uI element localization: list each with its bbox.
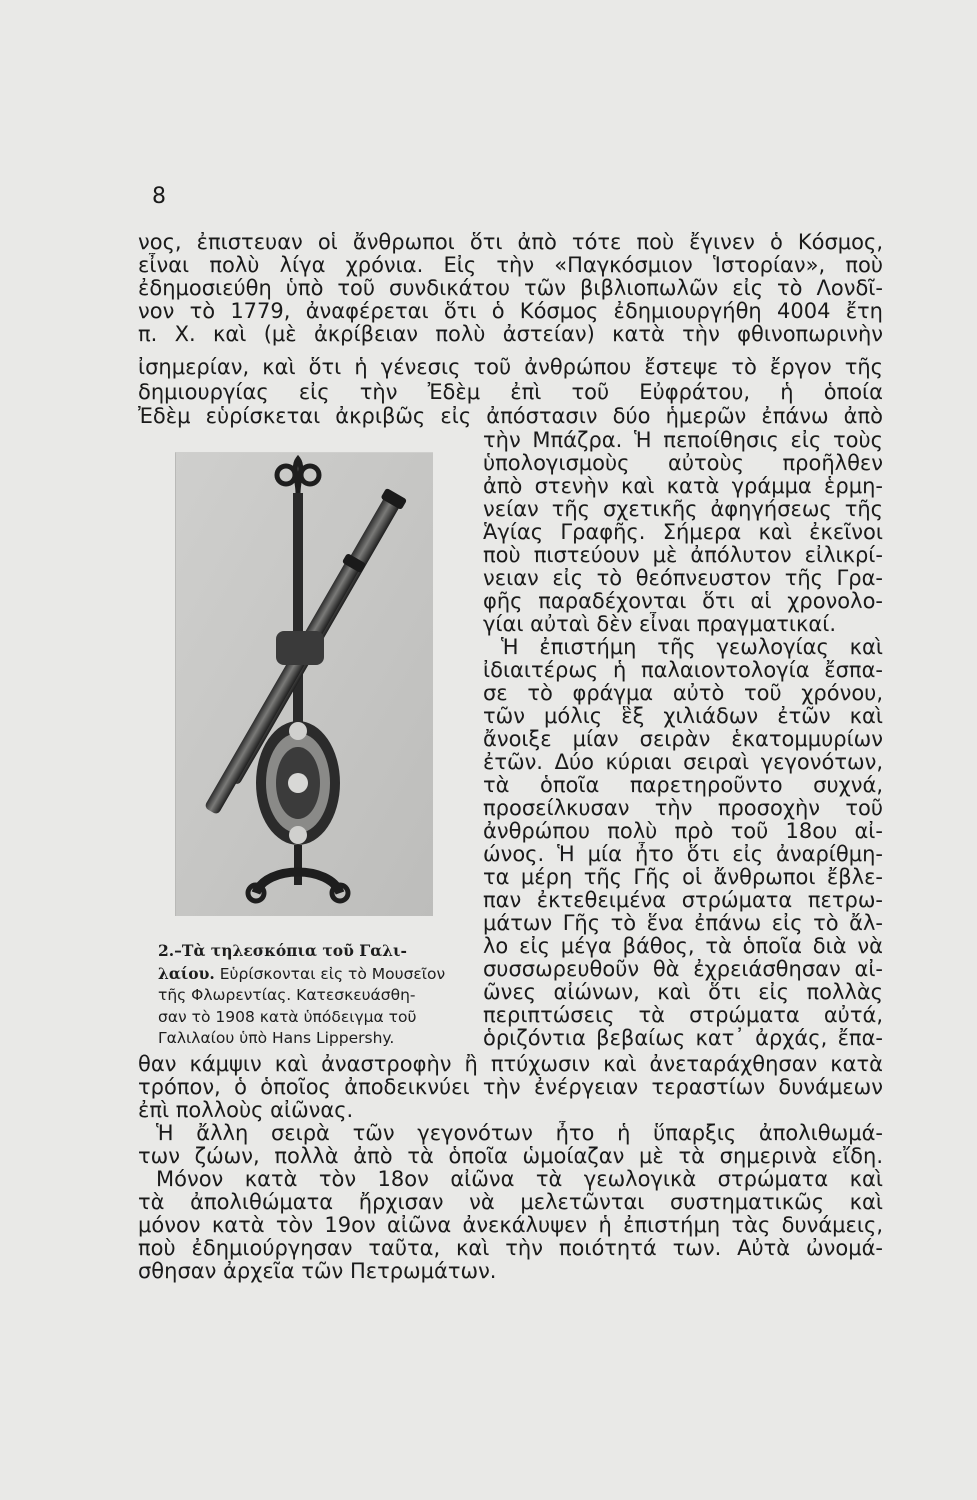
text-line: προσείλκυσαν τὴν προσοχὴν τοῦ — [483, 796, 883, 820]
caption-line: τῆς Φλωρεντίας. Κατεσκευάσθη- — [158, 986, 416, 1004]
text-line: π. Χ. καὶ (μὲ ἀκρίβειαν πολὺ ἀστείαν) κατὰ τὴν φθινοπωρινὴν — [138, 322, 883, 346]
caption-label-cont: λαίου. — [158, 963, 215, 983]
text-line: των ζώων, πολλὰ ἀπὸ τὰ ὁποῖα ὡμοίαζαν μὲ τὰ σημερινὰ εἴδη. — [138, 1144, 883, 1168]
text-line: τῶν μόλις ἓξ χιλιάδων ἐτῶν καὶ — [483, 704, 883, 728]
text-line: Ἁγίας Γραφῆς. Σήμερα καὶ ἐκεῖνοι — [483, 520, 883, 544]
text-line: ὑπολογισμοὺς αὐτοὺς προῆλθεν — [483, 451, 883, 475]
text-line: ἰσημερίαν, καὶ ὅτι ἡ γένεσις τοῦ ἀνθρώπου ἔστεψε τὸ ἔργον τῆς — [138, 355, 883, 379]
text-line: ποὺ ἐδημιούργησαν ταῦτα, καὶ τὴν ποιότητά των. Αὐτὰ ὠνομά- — [138, 1236, 883, 1260]
text-line: νειαν εἰς τὸ θεόπνευστον τῆς Γρα- — [483, 566, 883, 590]
text-line: τὰ ὁποῖα παρετηροῦντο συχνά, — [483, 773, 883, 797]
telescopes-photo — [175, 452, 433, 916]
text-line: παν ἐκτεθειμένα στρώματα πετρω- — [483, 888, 883, 912]
text-line: Ἡ ἐπιστήμη τῆς γεωλογίας καὶ — [501, 635, 883, 659]
text-line: ἰδιαιτέρως ἡ παλαιοντολογία ἔσπα- — [483, 658, 883, 682]
figure-caption — [158, 940, 458, 1050]
text-line: τὰ ἀπολιθώματα ἤρχισαν νὰ μελετῶνται συστηματικῶς καὶ — [138, 1190, 883, 1214]
caption-label: 2.–Τὰ τηλεσκόπια τοῦ Γαλι- — [158, 941, 407, 960]
text-line: τρόπον, ὁ ὁποῖος ἀποδεικνύει τὴν ἐνέργειαν τεραστίων δυνάμεων — [138, 1075, 883, 1099]
text-line: ἐδημοσιεύθη ὑπὸ τοῦ συνδικάτου τῶν βιβλιοπωλῶν εἰς τὸ Λονδῖ- — [138, 276, 883, 300]
text-line: ῶνες αἰώνων, καὶ ὅτι εἰς πολλὰς — [483, 980, 883, 1004]
text-line: σθησαν ἀρχεῖα τῶν Πετρωμάτων. — [138, 1259, 497, 1283]
caption-line: σαν τὸ 1908 κατὰ ὑπόδειγμα τοῦ — [158, 1007, 417, 1026]
caption-line: Γαλιλαίου ὑπὸ Hans Lippershy. — [158, 1029, 395, 1047]
text-line: Μόνον κατὰ τὸν 18ον αἰῶνα τὰ γεωλογικὰ στρώματα καὶ — [156, 1167, 883, 1191]
text-line: λο εἰς μέγα βάθος, τὰ ὁποῖα διὰ νὰ — [483, 934, 883, 958]
text-line: νος, ἐπιστευαν οἱ ἄνθρωποι ὅτι ἀπὸ τότε ποὺ ἔγινεν ὁ Κόσμος, — [138, 230, 883, 254]
text-line: τὴν Μπάζρα. Ἡ πεποίθησις εἰς τοὺς — [483, 428, 883, 452]
text-line: Ἐδὲμ εὑρίσκεται ἀκριβῶς εἰς ἀπόστασιν δύο ἡμερῶν ἐπάνω ἀπὸ — [138, 404, 883, 428]
text-line: ώνος. Ἡ μία ἦτο ὅτι εἰς ἀναρίθμη- — [483, 842, 883, 866]
text-line: ἐπὶ πολλοὺς αἰῶνας. — [138, 1098, 354, 1122]
caption-text: Εὑρίσκονται εἰς τὸ Μουσεῖον — [214, 964, 446, 983]
text-line: δημιουργίας εἰς τὴν Ἐδὲμ ἐπὶ τοῦ Εὐφράτου, ἡ ὁποία — [138, 380, 883, 404]
text-line: νείαν τῆς σχετικῆς ἀφηγήσεως τῆς — [483, 497, 883, 521]
page-number: 8 — [152, 184, 166, 209]
text-line: νον τὸ 1779, ἀναφέρεται ὅτι ὁ Κόσμος ἐδημιουργήθη 4004 ἔτη — [138, 299, 883, 323]
text-line: ἀνθρώπου πολὺ πρὸ τοῦ 18ου αἰ- — [483, 819, 883, 843]
caption-line — [158, 940, 458, 963]
text-line: σε τὸ φράγμα αὐτὸ τοῦ χρόνου, — [483, 681, 883, 705]
text-line: ἄνοιξε μίαν σειρὰν ἑκατομμυρίων — [483, 727, 883, 751]
text-line: θαν κάμψιν καὶ ἀναστροφὴν ἢ πτύχωσιν καὶ ἀνεταράχθησαν κατὰ — [138, 1052, 883, 1076]
galileo-telescopes-image — [176, 453, 433, 916]
text-line: μόνον κατὰ τὸν 19ον αἰῶνα ἀνεκάλυψεν ἡ ἐπιστήμη τὰς δυνάμεις, — [138, 1213, 883, 1237]
text-line: συσσωρευθοῦν θὰ ἐχρειάσθησαν αἰ- — [483, 957, 883, 981]
text-line: γίαι αὐταὶ δὲν εἶναι πραγματικαί. — [483, 612, 837, 636]
text-line: ἐτῶν. Δύο κύριαι σειραὶ γεγονότων, — [483, 750, 883, 774]
text-line: μάτων Γῆς τὸ ἕνα ἐπάνω εἰς τὸ ἄλ- — [483, 911, 883, 935]
text-line: περιπτώσεις τὰ στρώματα αὐτά, — [483, 1003, 883, 1027]
text-line: τα μέρη τῆς Γῆς οἱ ἄνθρωποι ἔβλε- — [483, 865, 883, 889]
caption-line — [158, 963, 458, 986]
text-line: Ἡ ἄλλη σειρὰ τῶν γεγονότων ἦτο ἡ ὕπαρξις ἀπολιθωμά- — [156, 1121, 883, 1145]
text-line: εἶναι πολὺ λίγα χρόνια. Εἰς τὴν «Παγκόσμιον Ἱστορίαν», ποὺ — [138, 253, 883, 277]
text-line: ὁριζόντια βεβαίως κατ᾽ ἀρχάς, ἔπα- — [483, 1026, 883, 1050]
text-line: ἀπὸ στενὴν καὶ κατὰ γράμμα ἑρμη- — [483, 474, 883, 498]
text-line: ποὺ πιστεύουν μὲ ἀπόλυτον εἰλικρί- — [483, 543, 883, 567]
text-line: φῆς παραδέχονται ὅτι αἱ χρονολο- — [483, 589, 883, 613]
